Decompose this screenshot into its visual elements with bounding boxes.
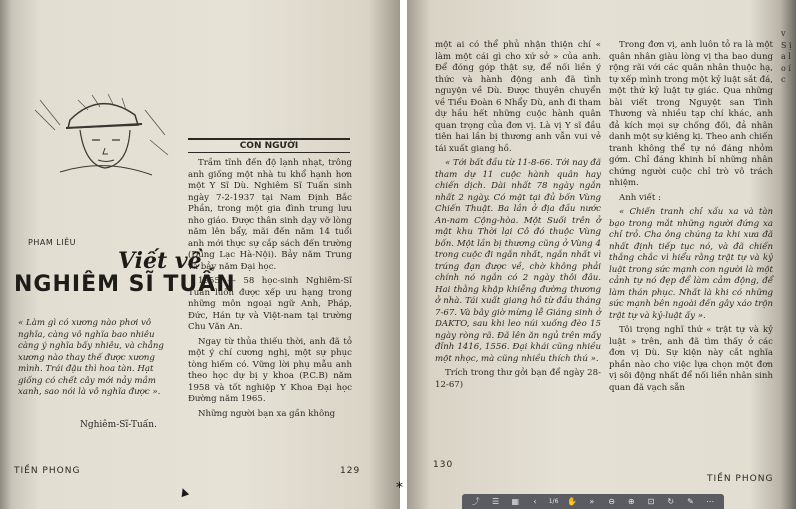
prev-icon[interactable]: ‹: [533, 497, 537, 506]
paragraph: « Tới bất đầu từ 11-8-66. Tới nay đã tham dự 11 cuộc hành quân hay chiến dịch. Dài nhất 78 ngày ngắn nhất 2 ngày. Có mặt tại đủ bốn Vùng Chiến Thuật. Ba lần ở địa đầu nước An-nam Cộng-hòa. Một Suối trên ở mật khu Thời lại Cô đó thuộc Vùng bốn. Một lần bị thương cũng ở Vùng 4 trong cuộc đi ngắn nhất, ngắn nhất vì trúng đạn được về, chờ không phải chính nó ngắn có 2 ngày thôi đâu. Hai thằng khập khiễng đường thương ở nhà. Tái xuất giang hồ từ đầu tháng 7-67. Và bây giờ mừng lễ Giáng sinh ở DAKTO, sau khi leo núi xuống đèo 15 ngày ròng rã. Đã lên ăn ngủ trên mấy đỉnh 1416, 1556. Đại khái cũng nhiều một nhọc, mà cũng nhiều thích thú ».: [435, 158, 601, 364]
paragraph: Trong đơn vị, anh luôn tỏ ra là một quân nhân giàu lòng vị tha bao dung rộng rãi với các quân nhân thuộc hạ, tự xếp mình trong một kỷ luật sắt đá, một thứ kỷ luật tự giác. Qua những bài viết trong Nguyệt san Tình Thương và nhiều tạp chí khác, anh đả kích mọi sự chống đối, đả nhân danh một sự kiêng kị. Theo anh chiến tranh không thể tự nó đáng nhỏm gớm. Chỉ đáng khinh bỉ những nhân chứng người cuộc chỉ trò vô trách nhiệm.: [609, 40, 773, 188]
section-header: CON NGƯỜI: [188, 138, 350, 153]
right-page-column-2: [609, 40, 773, 397]
paragraph: « Chiến tranh chỉ xấu xa và tàn bạo trong mắt những người đứng xa chỉ trỏ. Cha ông chúng ta khi xưa đã nhất định tiếp tục nó, và đã chiến thắng chắc vì hiểu rằng trật tự và kỷ luật trong sức mạnh con người là một cảnh tự nó đẹp để làm cảm động, để làm thán phục. Nhất là khi có những sức mạnh bên ngoài đến gây xáo trộn trật tự và kỷ-luật ấy ».: [609, 207, 773, 321]
magazine-name-footer: TIỀN PHONG: [707, 474, 774, 484]
paragraph: Trầm tĩnh đến độ lạnh nhạt, trông anh giống một nhà tu khổ hạnh hơn một Y Sĩ Dù. Nghiêm Sĩ Tuấn sinh ngày 7-2-1937 tại Nam Định Bắc Phần, trong một gia đình trung lưu nho giáo. Được thân sinh dạy vỡ lòng năm lên bẩy, mãi đến năm 14 tuổi anh mới thực sự cắp sách đến trường (Dũng Lạc Hà-Nội). Bảy năm Trung và bảy năm Đại học.: [188, 158, 352, 272]
page-number: 130: [433, 460, 454, 470]
more-icon[interactable]: ⋯: [706, 497, 715, 506]
grid-icon[interactable]: ▦: [511, 497, 520, 506]
page-indicator: 1/6: [548, 498, 559, 505]
paragraph: 1955 — 58 học-sinh Nghiêm-Sĩ Tuấn luôn được xếp ưu hạng trong những môn ngoại ngữ Anh, Pháp, Đức, Hán tự và Việt-nam tại trường Chu Văn An.: [188, 276, 352, 332]
edit-icon[interactable]: ✎: [687, 497, 694, 506]
soldier-sketch-illustration: [30, 80, 170, 180]
article-title-line-2: NGHIÊM SĨ TUẤN: [14, 272, 236, 297]
epigraph-quote: « Làm gì có xương nào phơi vô nghĩa, càng vô nghĩa bao nhiêu càng ý nghĩa bấy nhiêu, và chẳng xương nào thay thế được xương mình. Trái đậu thì hoa tàn. Hạt giống có chết cây mới nảy mầm xanh, sao nói là vô nghĩa được ».: [18, 318, 164, 397]
paragraph: Trích trong thư gởi bạn để ngày 28-12-67): [435, 368, 601, 390]
paragraph: Ngay từ thủa thiếu thời, anh đã tỏ một ý chí cương nghị, một sự phục tòng hiếm có. Vững lời phụ mẫu anh theo học dự bị y khoa (P.C.B) năm 1958 và tốt nghiệp Y Khoa Đại học Đường năm 1965.: [188, 336, 352, 404]
fit-icon[interactable]: ⊡: [647, 497, 655, 506]
asterisk-mark: *: [396, 480, 403, 496]
viewer-toolbar: [462, 494, 724, 509]
magazine-name-footer: TIỀN PHONG: [14, 466, 81, 476]
paragraph: Anh viết :: [619, 192, 661, 203]
zoom-out-icon[interactable]: ⊖: [608, 497, 615, 506]
paragraph: Tôi trọng nghĩ thứ « trật tự và kỷ luật » trên, anh đã tìm thấy ở các đơn vị Dù. Sự kiện này cắt nghĩa phần nào cho việc lựa chọn một đơn vị sôi động nhất để nối liền nhân sinh quan đã vạch sẵn: [609, 325, 773, 393]
paragraph: một ai có thể phủ nhận thiện chí « làm một cái gì cho xứ sở » của anh. Để đóng góp thật sự, để nối liền ý thức và hành động anh đã tình nguyện về Dù. Được thuyên chuyển về Tiểu Đoàn 6 Nhẩy Dù, anh đi tham dự hầu hết những cuộc hành quân quan trọng của đơn vị. Là vị Y sĩ đầu tiên hai lần bị thương anh vẫn vui vẻ tái xuất giang hồ.: [435, 40, 601, 154]
hand-icon[interactable]: ✋: [567, 497, 578, 506]
share-icon[interactable]: ⤴: [471, 497, 480, 506]
right-magazine-page: [407, 0, 796, 509]
right-page-column-1: [435, 40, 601, 394]
next-page-edge-text: v S ị a l o í c: [781, 29, 792, 84]
article-title-line-1: Viết về: [118, 248, 202, 274]
rotate-icon[interactable]: ↻: [667, 497, 675, 506]
epigraph-signature: Nghiêm-Sĩ-Tuấn.: [80, 420, 157, 430]
list-icon[interactable]: ☰: [491, 497, 500, 506]
zoom-in-icon[interactable]: ⊕: [627, 497, 635, 506]
author-name: PHAM LIÊU: [28, 238, 76, 247]
paragraph: Những người bạn xa gần không: [198, 408, 336, 419]
page-number: 129: [340, 466, 361, 476]
forward-icon[interactable]: »: [589, 497, 595, 506]
